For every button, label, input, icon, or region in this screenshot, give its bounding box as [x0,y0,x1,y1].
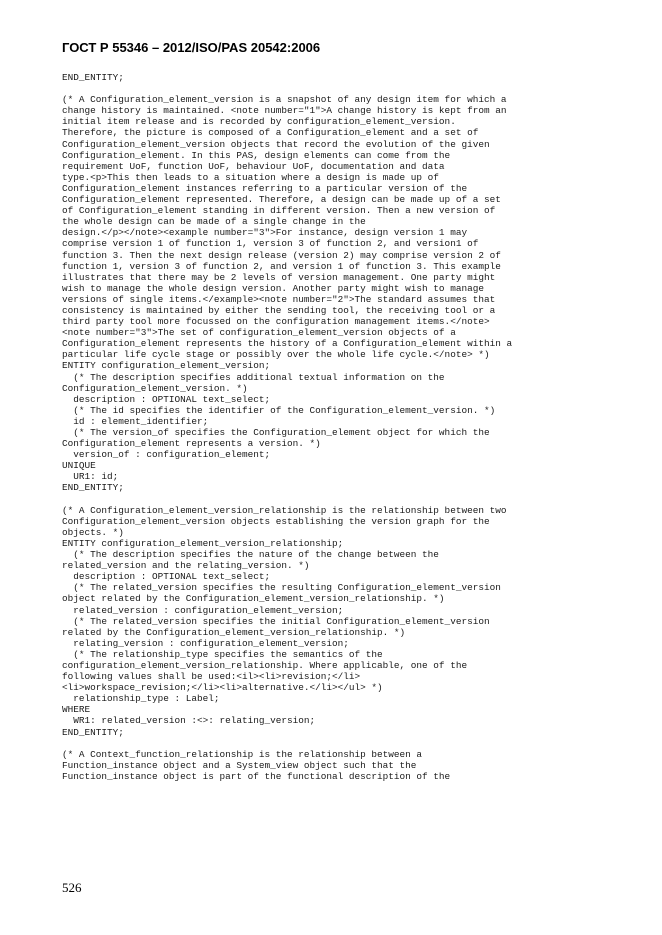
code-line: END_ENTITY; [62,72,124,83]
code-line: WHERE [62,704,91,716]
code-line: the whole design can be made of a single change in the [62,216,366,228]
page-header-title: ГОСТ Р 55346 – 2012/ISO/PAS 20542:2006 [62,40,321,55]
code-line: Configuration_element_version. *) [62,382,248,394]
code-line: UNIQUE [62,460,96,472]
code-line [62,83,607,94]
code-line: configuration_element_version_relationship. Where applicable, one of the [62,659,468,671]
code-line: function 3. Then the next design release (version 2) may comprise version 2 of [62,249,501,261]
code-line: UR1: id; [62,471,119,483]
code-line: objects. *) [62,526,124,538]
code-line: Configuration_element represents the history of a Configuration_element within a [62,338,513,350]
code-line: comprise version 1 of function 1, version 3 of function 2, and version1 of [62,238,479,250]
code-line: requirement UoF, function UoF, behaviour UoF, documentation and data [62,160,445,172]
code-line: type.<p>This then leads to a situation where a design is made up of [62,171,439,183]
code-line: (* A Context_function_relationship is the relationship between a [62,748,423,760]
code-line [62,738,607,749]
code-line: related_version and the relating_version. *) [62,560,310,572]
code-line: consistency is maintained by either the sending tool, the receiving tool or a [62,304,496,316]
code-line: Therefore, the picture is composed of a Configuration_element and a set of [62,127,479,139]
code-line: Configuration_element_version objects establishing the version graph for the [62,515,490,527]
code-line: (* The relationship_type specifies the semantics of the [62,648,383,660]
code-line: Configuration_element represents a version. *) [62,438,321,450]
code-line: following values shall be used:<il><li>revision;</li> [62,671,361,683]
code-line: related by the Configuration_element_version_relationship. *) [62,626,406,638]
code-line [62,494,607,505]
code-line: END_ENTITY; [62,726,124,738]
code-line: (* The description specifies additional textual information on the [62,371,445,383]
code-line: Function_instance object is part of the functional description of the [62,770,451,782]
code-line: version_of : configuration_element; [62,449,271,461]
code-line: ENTITY configuration_element_version_relationship; [62,537,344,549]
code-line: <note number="3">The set of configuration_element_version objects of a [62,327,456,339]
code-line: related_version : configuration_element_version; [62,604,344,616]
code-line: relationship_type : Label; [62,693,220,705]
code-line: description : OPTIONAL text_select; [62,571,271,583]
code-line: relating_version : configuration_element_version; [62,637,349,649]
code-line: WR1: related_version :<>: relating_version; [62,715,316,727]
code-line: change history is maintained. <note number="1">A change history is kept from an [62,105,507,117]
code-line: ENTITY configuration_element_version; [62,360,271,372]
code-line: (* A Configuration_element_version_relationship is the relationship between two [62,504,507,516]
code-line: id : element_identifier; [62,415,209,427]
code-line: initial item release and is recorded by configuration_element_version. [62,116,456,128]
code-line: (* The related_version specifies the resulting Configuration_element_version [62,582,501,594]
code-line: of Configuration_element standing in different version. Then a new version of [62,205,496,217]
code-line: function 1, version 3 of function 2, and version 1 of function 3. This example [62,260,501,272]
code-line: Function_instance object and a System_view object such that the [62,759,417,771]
code-line: (* The version_of specifies the Configuration_element object for which the [62,427,490,438]
code-line: object related by the Configuration_element_version_relationship. *) [62,593,445,605]
code-line: Configuration_element instances referring to a particular version of the [62,182,468,194]
code-line: particular life cycle stage or possibly over the whole life cycle.</note> *) [62,349,490,361]
code-line: description : OPTIONAL text_select; [62,393,271,405]
page-number: 526 [62,880,82,895]
code-line: (* The id specifies the identifier of the Configuration_element_version. *) [62,404,496,416]
code-line: (* The description specifies the nature of the change between the [62,549,439,561]
code-line: Configuration_element. In this PAS, design elements can come from the [62,149,451,161]
code-line: (* The related_version specifies the initial Configuration_element_version [62,615,490,627]
code-line: illustrates that there may be 2 levels of version management. One party might [62,271,496,283]
code-line: Configuration_element represented. Therefore, a design can be made up of a set [62,194,501,206]
code-line: wish to manage the whole design version. Another party might wish to manage [62,282,484,294]
code-line: <li>workspace_revision;</li><li>alternative.</li></ul> *) [62,682,383,694]
code-line: Configuration_element_version objects that record the evolution of the given [62,138,490,150]
code-line: third party tool more focussed on the configuration management items.</note> [62,316,490,328]
code-line: (* A Configuration_element_version is a snapshot of any design item for which a [62,94,507,106]
code-line: END_ENTITY; [62,482,124,494]
code-line: design.</p></note><example number="3">For instance, design version 1 may [62,227,468,239]
express-code-listing [62,72,607,782]
code-line: versions of single items.</example><note number="2">The standard assumes that [62,293,496,305]
